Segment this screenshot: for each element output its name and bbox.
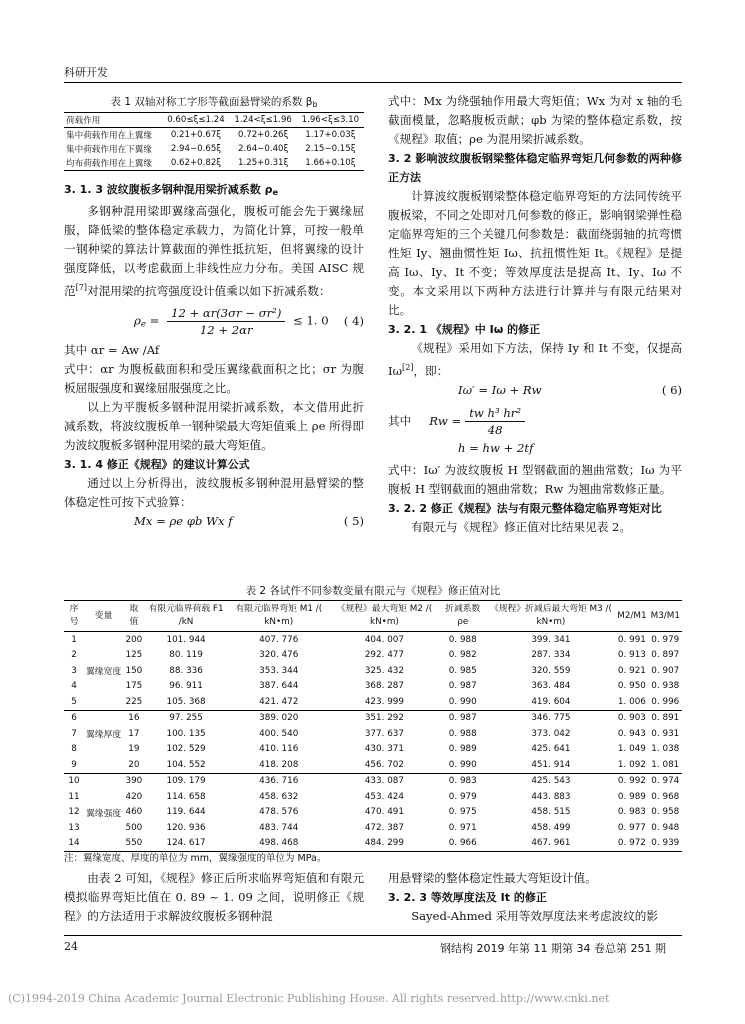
t1-col-load: 荷载作用 xyxy=(66,116,101,126)
group-label xyxy=(84,789,123,805)
table-cell: 0. 982 xyxy=(448,650,477,661)
t2-col-no: 序号 xyxy=(69,604,79,627)
table-cell: 363. 484 xyxy=(531,681,571,692)
table-cell: 10 xyxy=(68,776,80,787)
table1 xyxy=(64,112,364,171)
section-3-2-3-title: 3. 2. 3 等效厚度法及 It 的修正 xyxy=(388,891,547,904)
table-cell: 102. 529 xyxy=(166,744,206,755)
table2-caption: 表 2 各试件不同参数变量有限元与《规程》修正值对比 xyxy=(245,585,501,597)
table-cell: 0. 977 xyxy=(617,822,646,833)
table-cell: 325. 432 xyxy=(364,665,405,676)
table-cell: 425. 543 xyxy=(531,776,571,787)
table-cell: 498. 468 xyxy=(259,838,299,849)
table-cell: 0. 987 xyxy=(448,713,477,724)
equation-4: $\rho_e$ = $\frac{\text{12 + αr(3σr − σr²)}}{12 + 2\alpha r}$ ≤ 1. 0 ( 4) xyxy=(134,305,364,337)
table-cell: 0. 987 xyxy=(448,681,477,692)
section-3-2-2-title: 3. 2. 2 修正《规程》法与有限元整体稳定临界弯矩对比 xyxy=(388,502,662,515)
table-cell: 17 xyxy=(128,728,140,739)
header-rule xyxy=(64,82,682,83)
group-label xyxy=(84,694,123,710)
equation-rw: 其中 Rw = $\frac{\text{tw h³ hr²}}{48}$ xyxy=(388,403,682,439)
table-cell: 80. 119 xyxy=(169,650,203,661)
section-3-2-1-title: 3. 2. 1 《规程》中 Iω 的修正 xyxy=(388,323,541,336)
table-cell: 120. 936 xyxy=(166,822,206,833)
table-cell: 0. 907 xyxy=(651,665,680,676)
t2-col-m1: 有限元临界弯矩 M1 /( kN•m) xyxy=(235,604,323,627)
table-cell: 0. 913 xyxy=(617,650,646,661)
table-cell: 467. 961 xyxy=(531,838,571,849)
table-cell: 0. 931 xyxy=(651,728,680,739)
group-label: 翼缘厚度 xyxy=(85,730,122,741)
where-line: 其中 αr = Aw /Af xyxy=(64,343,160,357)
table-cell: 20 xyxy=(128,759,140,770)
table-cell: 104. 552 xyxy=(166,759,206,770)
table-cell: 150 xyxy=(125,665,143,676)
table-cell: 458. 499 xyxy=(531,822,571,833)
table-cell: 0. 974 xyxy=(651,776,680,787)
group-label xyxy=(84,820,123,836)
table-cell: 119. 644 xyxy=(166,807,206,818)
t2-col-rho: 折减系数 ρe xyxy=(445,604,481,627)
table-cell: 1. 081 xyxy=(651,759,680,770)
left-column xyxy=(64,180,364,534)
table-cell: 423. 999 xyxy=(364,696,405,707)
table-cell: 0. 988 xyxy=(448,634,477,645)
table2-note: 注：翼缘宽度、厚度的单位为 mm，翼缘强度的单位为 MPa。 xyxy=(64,853,327,864)
table-cell: 0. 968 xyxy=(651,791,680,802)
table-cell: 96. 911 xyxy=(169,681,203,692)
table-cell: 420 xyxy=(125,791,143,802)
section-3-1-3-title: 3. 1. 3 波纹腹板多钢种混用梁折减系数 $\rho_e$ xyxy=(64,183,279,197)
bottom-right-column xyxy=(388,869,682,926)
table-cell: 16 xyxy=(128,713,140,724)
table-row xyxy=(64,789,682,805)
table-cell: 421. 472 xyxy=(259,696,299,707)
table-cell: 13 xyxy=(68,822,80,833)
table-cell: 1. 038 xyxy=(651,744,680,755)
table-cell: 292. 477 xyxy=(364,650,405,661)
table-cell: 19 xyxy=(128,744,140,755)
table-cell: 400. 540 xyxy=(259,728,299,739)
table-cell: 0. 990 xyxy=(448,759,477,770)
table-cell: 0. 979 xyxy=(651,634,680,645)
table-cell: 5 xyxy=(71,696,77,707)
table-cell: 0. 988 xyxy=(448,728,477,739)
table-cell: 97. 255 xyxy=(169,713,203,724)
t2-col-f1: 有限元临界荷载 F1 /kN xyxy=(148,604,224,627)
paragraph: 《规程》采用如下方法，保持 Iy 和 It 不变，仅提高 Iω[2]，即： xyxy=(388,341,682,378)
table-row xyxy=(64,632,682,648)
group-label xyxy=(84,632,123,648)
table-row xyxy=(64,742,682,758)
table-cell: 6 xyxy=(71,713,77,724)
paragraph: 用悬臂梁的整体稳定性最大弯矩设计值。 xyxy=(388,871,597,885)
table-cell: 373. 042 xyxy=(531,728,571,739)
table-cell: 433. 087 xyxy=(364,776,405,787)
table-cell: 346. 775 xyxy=(531,713,571,724)
table-row xyxy=(64,757,682,773)
t1-col-range3: 1.96<ξ≤3.10 xyxy=(301,115,360,125)
t2-col-m2: 《规程》最大弯矩 M2 /( kN•m) xyxy=(336,604,433,627)
t1-col-range1: 0.60≤ξ≤1.24 xyxy=(167,115,225,125)
table-cell: 470. 491 xyxy=(364,807,405,818)
table-cell: 0. 985 xyxy=(448,665,477,676)
table-cell: 4 xyxy=(71,681,77,692)
table-cell: 377. 637 xyxy=(364,728,405,739)
group-label: 翼缘强度 xyxy=(85,808,122,819)
table-cell: 407. 776 xyxy=(259,634,299,645)
table-cell: 478. 576 xyxy=(259,807,299,818)
table-cell: 0. 971 xyxy=(448,822,477,833)
table-cell: 500 xyxy=(125,822,143,833)
table-cell: 100. 135 xyxy=(166,728,206,739)
table-cell: 124. 617 xyxy=(166,838,206,849)
paragraph: 以上为平腹板多钢种混用梁折减系数，本文借用此折减系数，将波纹腹板单一钢种梁最大弯矩值乘上 ρe 所得即为波纹腹板多钢种混用梁的最大弯矩值。 xyxy=(64,400,364,452)
table-row xyxy=(64,694,682,710)
table-cell: 399. 341 xyxy=(531,634,571,645)
group-label xyxy=(84,710,123,726)
table-cell: 389. 020 xyxy=(259,713,299,724)
table-cell: 0. 897 xyxy=(651,650,680,661)
table-cell: 0. 979 xyxy=(448,791,477,802)
copyright-watermark: (C)1994-2019 China Academic Journal Electronic Publishing House. All rights reserved. xyxy=(8,992,500,1005)
table-row xyxy=(64,773,682,789)
table-cell: 453. 424 xyxy=(364,791,405,802)
table-cell: 0. 966 xyxy=(448,838,477,849)
group-label xyxy=(84,648,123,664)
paragraph: 式中：Iω′ 为波纹腹板 H 型钢截面的翘曲常数；Iω 为平腹板 H 型钢截面的翘曲常数；Rw 为翘曲常数修正量。 xyxy=(388,463,682,496)
table-cell: 351. 292 xyxy=(364,713,405,724)
table-cell: 0. 948 xyxy=(651,822,680,833)
equation-5: Mx = ρe φb Wx f ( 5) xyxy=(134,514,364,528)
table-cell: 0. 903 xyxy=(617,713,646,724)
table-cell: 0. 943 xyxy=(617,728,646,739)
table-cell: 287. 334 xyxy=(531,650,571,661)
page-number: 24 xyxy=(64,940,78,953)
table-cell: 387. 644 xyxy=(259,681,299,692)
table-cell: 0. 990 xyxy=(448,696,477,707)
table-cell: 0. 950 xyxy=(617,681,646,692)
table-cell: 114. 658 xyxy=(166,791,206,802)
table-cell: 109. 179 xyxy=(166,776,206,787)
table-cell: 436. 716 xyxy=(259,776,299,787)
t2-col-m3m1: M3/M1 xyxy=(650,610,680,621)
table-row xyxy=(64,648,682,664)
table-cell: 1 xyxy=(71,634,77,645)
paragraph: 式中：Mx 为绕强轴作用最大弯矩值；Wx 为对 x 轴的毛截面模量，忽略腹板贡献；φb 为梁的整体稳定系数，按《规程》取值；ρe 为混用梁折减系数。 xyxy=(388,94,682,146)
table-cell: 353. 344 xyxy=(259,665,299,676)
table-cell: 443. 883 xyxy=(531,791,571,802)
table-cell: 0. 891 xyxy=(651,713,680,724)
group-label xyxy=(84,679,123,695)
paragraph: 式中：αr 为腹板截面积和受压翼缘截面积之比；σr 为腹板屈服强度和翼缘屈服强度之比。 xyxy=(64,362,364,395)
table-row: 集中荷载作用在下翼缘 2.94−0.65ξ 2.64−0.40ξ 2.15−0.15ξ xyxy=(66,144,356,155)
section-3-1-4-title: 3. 1. 4 修正《规程》的建议计算公式 xyxy=(64,458,250,471)
equation-h: h = hw + 2tf xyxy=(458,441,534,455)
table-cell: 0. 989 xyxy=(617,791,646,802)
table-cell: 0. 983 xyxy=(448,776,477,787)
paragraph: Sayed-Ahmed 采用等效厚度法来考虑波纹的影 xyxy=(411,909,658,923)
table-cell: 550 xyxy=(125,838,143,849)
table-row xyxy=(64,805,682,821)
table-cell: 460 xyxy=(125,807,143,818)
table-row xyxy=(64,663,682,679)
table-cell: 14 xyxy=(68,838,80,849)
table-cell: 0. 983 xyxy=(617,807,646,818)
table-cell: 12 xyxy=(68,807,80,818)
table-cell: 0. 996 xyxy=(651,696,680,707)
table-cell: 88. 336 xyxy=(169,665,203,676)
table-cell: 225 xyxy=(125,696,143,707)
table-cell: 458. 515 xyxy=(531,807,571,818)
running-header: 科研开发 xyxy=(64,66,108,79)
table-cell: 419. 604 xyxy=(531,696,571,707)
table-cell: 200 xyxy=(125,634,143,645)
table-cell: 0. 991 xyxy=(617,634,646,645)
group-label: 翼缘宽度 xyxy=(85,667,122,678)
table-cell: 320. 476 xyxy=(259,650,299,661)
table-cell: 3 xyxy=(71,665,77,676)
table-cell: 0. 921 xyxy=(617,665,646,676)
group-label xyxy=(84,757,123,773)
table-cell: 458. 632 xyxy=(259,791,299,802)
table-cell: 175 xyxy=(125,681,143,692)
bottom-left-column xyxy=(64,869,364,926)
table2 xyxy=(64,600,682,852)
table-cell: 418. 208 xyxy=(259,759,299,770)
t2-col-value: 取值 xyxy=(129,604,139,627)
table-cell: 105. 368 xyxy=(166,696,206,707)
table-cell: 7 xyxy=(71,728,77,739)
site-watermark: http://www.cnki.net xyxy=(500,992,610,1005)
t1-col-range2: 1.24<ξ≤1.96 xyxy=(234,115,292,125)
table-row xyxy=(64,820,682,836)
table-row xyxy=(64,679,682,695)
paragraph: 多钢种混用梁即翼缘高强化，腹板可能会先于翼缘屈服，降低梁的整体稳定承载力，为简化计算，可按一般单一钢种梁的算法计算截面的弹性抵抗矩，但将翼缘的设计强度降低，以考虑截面上非线性应力分布。美国 AISC 规范[7]对混用梁的抗弯强度设计值乘以如下折减系数： xyxy=(64,204,364,298)
table-cell: 320. 559 xyxy=(531,665,571,676)
table-row: 集中荷载作用在上翼缘 0.21+0.67ξ 0.72+0.26ξ 1.17+0.03ξ xyxy=(66,130,356,141)
table-row xyxy=(64,726,682,742)
table-cell: 410. 116 xyxy=(259,744,299,755)
paragraph: 通过以上分析得出，波纹腹板多钢种混用悬臂梁的整体稳定性可按下式验算： xyxy=(64,476,364,509)
table-cell: 2 xyxy=(71,650,77,661)
table-cell: 1. 092 xyxy=(617,759,646,770)
table-cell: 472. 387 xyxy=(364,822,405,833)
table-cell: 9 xyxy=(71,759,77,770)
t2-col-m2m1: M2/M1 xyxy=(617,610,647,621)
equation-6: Iω′ = Iω + Rw ( 6) xyxy=(458,383,682,397)
table-cell: 0. 958 xyxy=(651,807,680,818)
section-3-2-title: 3. 2 影响波纹腹板钢梁整体稳定临界弯矩几何参数的两种修正方法 xyxy=(388,152,682,184)
table1-caption: 表 1 双轴对称工字形等截面悬臂梁的系数 $\beta_b$ xyxy=(110,96,318,109)
paragraph: 有限元与《规程》修正值对比结果见表 2。 xyxy=(411,520,631,534)
paragraph: 计算波纹腹板钢梁整体稳定临界弯矩的方法同传统平腹板梁，不同之处即对几何参数的修正，影响钢梁弹性稳定临界弯矩的三个关键几何参数是：截面绕弱轴的抗弯惯性矩 Iy、翘曲惯性矩 Iω、抗扭惯性矩 It。《规程》是提高 Iω、Iy、It 不变；等效厚度法是提高 It、Iy、Iω 不变。本文采用以下两种方法进行计算并与有限元结果对比。 xyxy=(388,189,682,317)
table-cell: 0. 992 xyxy=(617,776,646,787)
paragraph: 由表 2 可知，《规程》修正后所求临界弯矩值和有限元模拟临界弯矩比值在 0. 89 ~ 1. 09 之间，说明修正《规程》的方法适用于求解波纹腹板多钢种混 xyxy=(64,871,364,923)
table-cell: 451. 914 xyxy=(531,759,571,770)
table-cell: 368. 287 xyxy=(364,681,405,692)
table-cell: 430. 371 xyxy=(364,744,405,755)
table-cell: 8 xyxy=(71,744,77,755)
table-row xyxy=(64,710,682,726)
table-cell: 1. 049 xyxy=(617,744,646,755)
table-cell: 1. 006 xyxy=(617,696,646,707)
table-cell: 125 xyxy=(125,650,143,661)
group-label xyxy=(84,742,123,758)
table-cell: 11 xyxy=(68,791,80,802)
t2-col-m3: 《规程》折减后最大弯矩 M3 /( kN•m) xyxy=(489,604,612,627)
group-label xyxy=(84,773,123,789)
table-cell: 456. 702 xyxy=(364,759,405,770)
t2-col-variable: 变量 xyxy=(94,610,113,621)
table-cell: 0. 972 xyxy=(617,838,646,849)
table-cell: 101. 944 xyxy=(166,634,206,645)
table-cell: 425. 641 xyxy=(531,744,571,755)
table-cell: 0. 938 xyxy=(651,681,680,692)
journal-info: 钢结构 2019 年第 11 期第 34 卷总第 251 期 xyxy=(440,942,666,955)
table-cell: 0. 989 xyxy=(448,744,477,755)
table-cell: 390 xyxy=(125,776,143,787)
table-cell: 483. 744 xyxy=(259,822,299,833)
table-row: 均布荷载作用在上翼缘 0.62+0.82ξ 1.25+0.31ξ 1.66+0.10ξ xyxy=(64,156,364,171)
table-cell: 404. 007 xyxy=(364,634,405,645)
table-cell: 0. 975 xyxy=(448,807,477,818)
right-column xyxy=(388,92,682,537)
footer-rule xyxy=(64,935,682,936)
table-cell: 484. 299 xyxy=(364,838,405,849)
table-cell: 0. 939 xyxy=(651,838,680,849)
